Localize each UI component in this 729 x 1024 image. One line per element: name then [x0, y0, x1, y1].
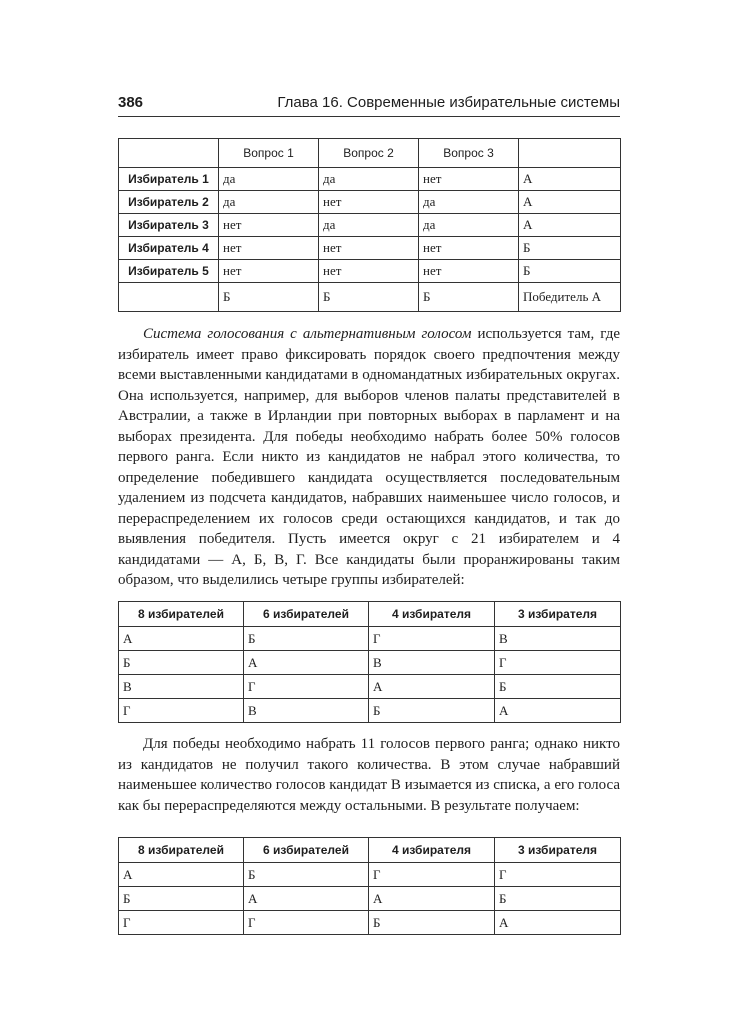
- row-label: Избиратель 5: [119, 260, 219, 283]
- table-cell: В: [119, 675, 244, 699]
- column-header: 6 избирателей: [244, 838, 369, 863]
- table-cell: Б: [519, 260, 621, 283]
- table-cell: Б: [519, 237, 621, 260]
- table-cell: Б: [495, 675, 621, 699]
- column-header: Вопрос 3: [419, 139, 519, 168]
- table-cell: Г: [495, 651, 621, 675]
- table-cell: нет: [319, 260, 419, 283]
- table-cell: Б: [244, 863, 369, 887]
- table-cell: Б: [369, 699, 495, 723]
- table-cell: Б: [119, 651, 244, 675]
- table-row: [119, 283, 621, 312]
- column-header: 4 избирателя: [369, 602, 495, 627]
- table-cell: нет: [319, 191, 419, 214]
- table-cell: В: [244, 699, 369, 723]
- table-cell: Г: [369, 627, 495, 651]
- table-cell: Г: [369, 863, 495, 887]
- row-label: Избиратель 4: [119, 237, 219, 260]
- table-cell: да: [319, 168, 419, 191]
- table-cell: А: [369, 887, 495, 911]
- table-cell: Б: [419, 283, 519, 312]
- table-cell: А: [519, 191, 621, 214]
- table-cell: нет: [219, 237, 319, 260]
- table-cell: нет: [219, 260, 319, 283]
- table-row: [119, 651, 621, 675]
- table-row: [119, 214, 621, 237]
- table-cell: да: [419, 191, 519, 214]
- table-cell: А: [519, 168, 621, 191]
- table-header-row: [119, 602, 621, 627]
- column-header: 4 избирателя: [369, 838, 495, 863]
- row-label: Избиратель 1: [119, 168, 219, 191]
- column-header: [119, 139, 219, 168]
- table-header-row: [119, 139, 621, 168]
- table-cell: да: [419, 214, 519, 237]
- column-header: Вопрос 1: [219, 139, 319, 168]
- table-cell: А: [244, 887, 369, 911]
- table-cell: Б: [319, 283, 419, 312]
- table-row: [119, 168, 621, 191]
- table-cell: Б: [244, 627, 369, 651]
- table-cell: А: [519, 214, 621, 237]
- table-cell: В: [369, 651, 495, 675]
- table-cell: Победитель А: [519, 283, 621, 312]
- redistributed-table: [118, 837, 621, 935]
- table-cell: А: [244, 651, 369, 675]
- table-cell: Б: [219, 283, 319, 312]
- table-cell: да: [219, 168, 319, 191]
- emphasized-term: Система голосования с альтернативным голосом: [143, 326, 472, 342]
- table-cell: да: [319, 214, 419, 237]
- column-header: 3 избирателя: [495, 838, 621, 863]
- table-row: [119, 887, 621, 911]
- table-cell: Б: [369, 911, 495, 935]
- table-cell: Г: [495, 863, 621, 887]
- column-header: 8 избирателей: [119, 838, 244, 863]
- column-header: 3 избирателя: [495, 602, 621, 627]
- table-row: [119, 191, 621, 214]
- running-title: Глава 16. Современные избирательные системы: [277, 94, 620, 111]
- table-cell: Г: [119, 699, 244, 723]
- table-row: [119, 699, 621, 723]
- table-cell: Г: [244, 675, 369, 699]
- column-header: [519, 139, 621, 168]
- table-header-row: [119, 838, 621, 863]
- table-row: [119, 675, 621, 699]
- table-cell: нет: [419, 168, 519, 191]
- paragraph-redistribution: [118, 734, 620, 816]
- page-number: 386: [118, 94, 144, 111]
- paragraph-alternative-vote: [118, 324, 620, 591]
- table-cell: Г: [119, 911, 244, 935]
- table-row: [119, 911, 621, 935]
- table-row: [119, 863, 621, 887]
- table-cell: А: [119, 863, 244, 887]
- paragraph-text: Для победы необходимо набрать 11 голосов первого ранга; однако никто из кандидатов не получил такого количества. В этом случае набравший наименьшее количество голосов кандидат В изымается из списка, а его голоса как бы перераспределяются между остальными. В результате получаем:: [118, 736, 620, 814]
- table-row: [119, 627, 621, 651]
- table-cell: нет: [419, 237, 519, 260]
- table-cell: нет: [219, 214, 319, 237]
- table-cell: А: [119, 627, 244, 651]
- table-cell: нет: [419, 260, 519, 283]
- row-label: Избиратель 3: [119, 214, 219, 237]
- column-header: 8 избирателей: [119, 602, 244, 627]
- questions-table: [118, 138, 621, 312]
- table-row: [119, 260, 621, 283]
- table-cell: Б: [119, 887, 244, 911]
- table-cell: А: [369, 675, 495, 699]
- table-cell: да: [219, 191, 319, 214]
- table-cell: В: [495, 627, 621, 651]
- column-header: Вопрос 2: [319, 139, 419, 168]
- paragraph-text: используется там, где избиратель имеет право фиксировать порядок своего предпочтения между всеми выставленными кандидатами в одномандатных избирательных округах. Она используется, например, для выборов членов палаты представителей в Австралии, а также в Ирландии при повторных выборах в парламент и на выборах президента. Для победы необходимо набрать более 50% голосов первого ранга. Если никто из кандидатов не набрал этого количества, то определение победившего кандидата осуществляется последовательным удалением из подсчета кандидатов, набравших наименьшее число голосов, и перераспределением их голосов среди остающихся кандидатов, и так до выявления победителя. Пусть имеется округ с 21 избирателем и 4 кандидатами — А, Б, В, Г. Все кандидаты были проранжированы таким образом, что выделились четыре группы избирателей:: [118, 326, 620, 588]
- table-cell: Б: [495, 887, 621, 911]
- table-row: [119, 237, 621, 260]
- table-cell: нет: [319, 237, 419, 260]
- table-cell: А: [495, 911, 621, 935]
- table-cell: А: [495, 699, 621, 723]
- column-header: 6 избирателей: [244, 602, 369, 627]
- table-cell: Г: [244, 911, 369, 935]
- row-label: [119, 283, 219, 312]
- row-label: Избиратель 2: [119, 191, 219, 214]
- voter-groups-table: [118, 601, 621, 723]
- running-header: [118, 92, 620, 117]
